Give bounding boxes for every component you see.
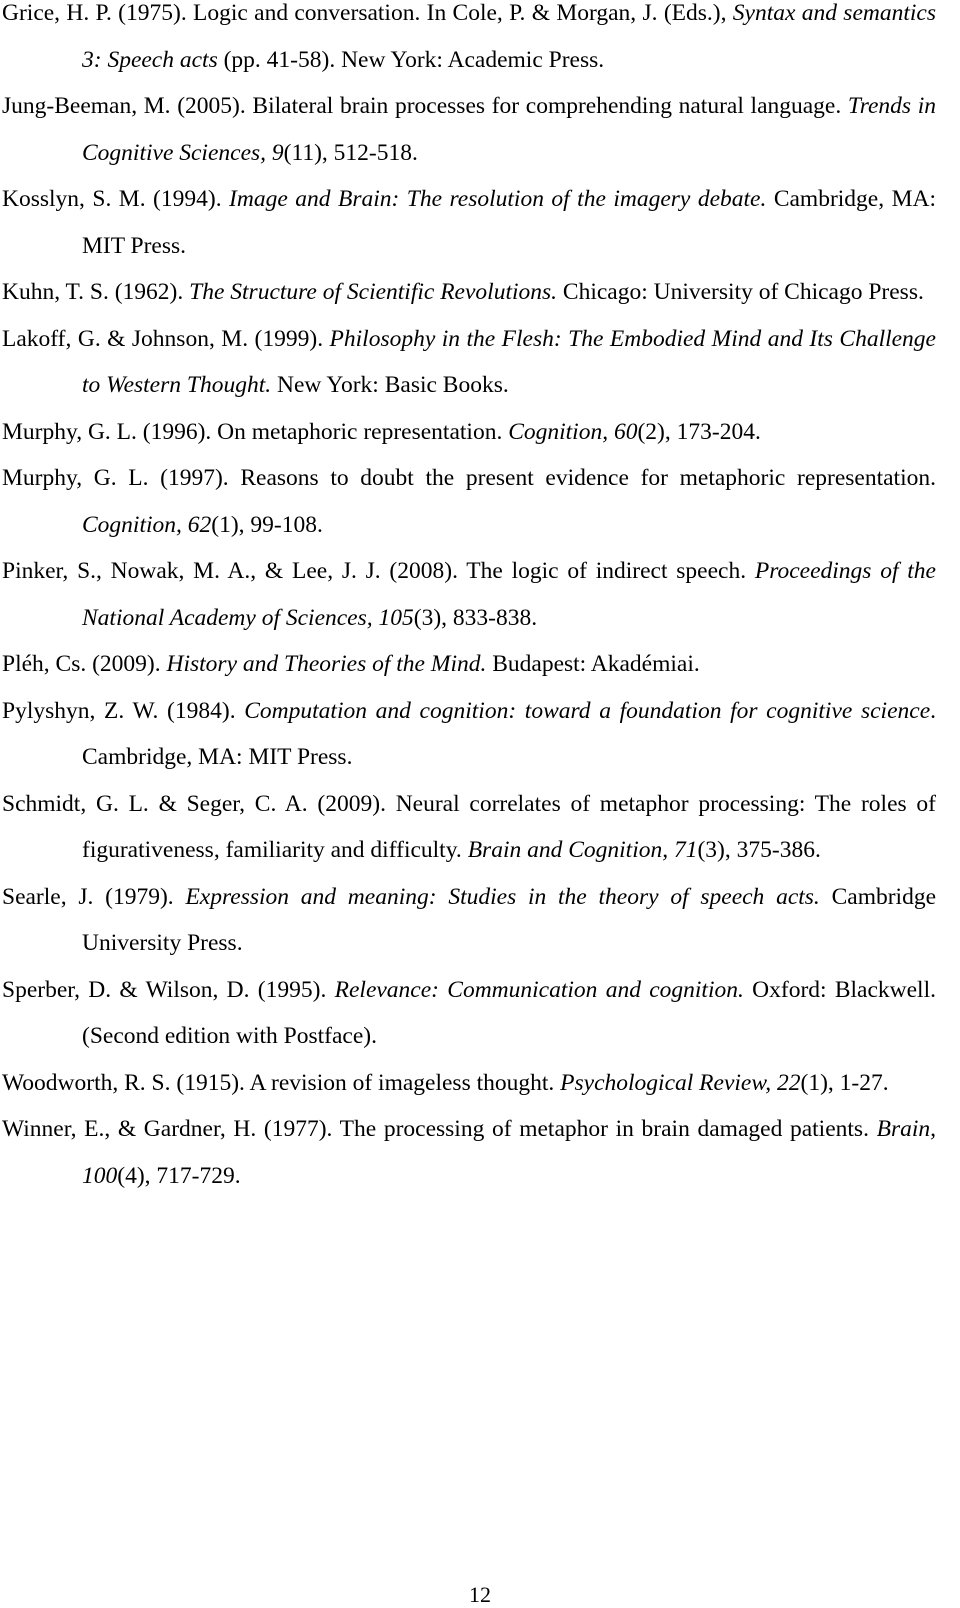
reference-text: Woodworth, R. S. (1915). A revision of imageless thought. <box>2 1069 561 1096</box>
reference-text: New York: Basic Books. <box>271 372 509 398</box>
reference-entry <box>2 269 936 316</box>
reference-title: The Structure of Scientific Revolutions. <box>189 279 558 305</box>
reference-text: Cambridge, MA: MIT Press. <box>82 186 936 259</box>
reference-text: Lakoff, G. & Johnson, M. (1999). <box>2 325 330 352</box>
reference-text: Chicago: University of Chicago Press. <box>557 279 924 305</box>
reference-text: Pinker, S., Nowak, M. A., & Lee, J. J. (2008). The logic of indirect speech. <box>2 558 755 584</box>
reference-title: Relevance: Communication and cognition. <box>334 976 744 1003</box>
reference-text: (1), 99-108. <box>211 511 323 538</box>
reference-title: Cognition, 62 <box>82 511 212 538</box>
reference-text: (2), 173-204. <box>637 418 761 445</box>
reference-title: Trends in Cognitive Sciences, 9 <box>82 93 936 166</box>
reference-text: Kosslyn, S. M. (1994). <box>2 186 230 212</box>
reference-text: Kuhn, T. S. (1962). <box>2 279 190 305</box>
reference-text: Jung-Beeman, M. (2005). Bilateral brain processes for comprehending natural language. <box>2 93 848 119</box>
reference-entry <box>2 409 936 456</box>
reference-text: (11), 512-518. <box>283 139 418 166</box>
reference-text: Searle, J. (1979). <box>2 883 186 910</box>
reference-text: Sperber, D. & Wilson, D. (1995). <box>2 976 335 1003</box>
reference-entry <box>2 874 936 967</box>
reference-entry <box>2 967 936 1060</box>
reference-text: Budapest: Akadémiai. <box>486 651 700 677</box>
reference-title: Syntax and semantics 3: Speech acts <box>82 0 936 73</box>
reference-title: Brain and Cognition, 71 <box>467 837 698 863</box>
reference-entry <box>2 316 936 409</box>
reference-text: Murphy, G. L. (1996). On metaphoric representation. <box>2 418 509 445</box>
reference-list <box>2 0 936 1199</box>
reference-title: Cognition, 60 <box>508 418 638 445</box>
reference-title: Computation and cognition: toward a foundation for cognitive science <box>244 697 931 724</box>
reference-text: Winner, E., & Gardner, H. (1977). The processing of metaphor in brain damaged patients. <box>2 1116 877 1142</box>
reference-text: (1), 1-27. <box>800 1069 889 1096</box>
reference-text: Pylyshyn, Z. W. (1984). <box>2 697 245 724</box>
reference-entry <box>2 176 936 269</box>
reference-text: (pp. 41-58). New York: Academic Press. <box>217 46 605 73</box>
reference-text: Schmidt, G. L. & Seger, C. A. (2009). Neural correlates of metaphor processing: The roles of figurativeness, familiarity and difficulty. <box>2 790 936 863</box>
reference-entry <box>2 641 936 688</box>
reference-text: (4), 717-729. <box>117 1162 241 1189</box>
reference-title: History and Theories of the Mind. <box>166 651 487 677</box>
reference-text: Cambridge University Press. <box>82 883 937 956</box>
reference-entry <box>2 83 936 176</box>
reference-entry <box>2 688 936 781</box>
reference-title: Brain, 100 <box>82 1116 936 1189</box>
reference-title: Proceedings of the National Academy of Sciences, 105 <box>82 558 936 631</box>
reference-entry <box>2 455 936 548</box>
reference-title: Expression and meaning: Studies in the theory of speech acts. <box>185 883 820 910</box>
reference-entry <box>2 781 936 874</box>
reference-text: Murphy, G. L. (1997). Reasons to doubt the present evidence for metaphoric representation. <box>2 465 936 491</box>
reference-title: Psychological Review, 22 <box>560 1069 801 1096</box>
reference-text: Pléh, Cs. (2009). <box>2 651 167 677</box>
reference-entry <box>2 548 936 641</box>
reference-title: Image and Brain: The resolution of the imagery debate. <box>229 186 767 212</box>
reference-entry <box>2 1060 936 1107</box>
reference-text: Grice, H. P. (1975). Logic and conversation. In Cole, P. & Morgan, J. (Eds.), <box>2 0 733 26</box>
reference-text: . Cambridge, MA: MIT Press. <box>82 697 936 770</box>
reference-entry <box>2 0 936 83</box>
reference-text: (3), 833-838. <box>413 604 538 631</box>
reference-text: Oxford: Blackwell. (Second edition with Postface). <box>82 976 936 1049</box>
reference-title: Philosophy in the Flesh: The Embodied Mind and Its Challenge to Western Thought. <box>82 325 936 398</box>
reference-entry <box>2 1106 936 1199</box>
reference-text: (3), 375-386. <box>697 837 821 863</box>
page-number: 12 <box>469 1582 491 1607</box>
